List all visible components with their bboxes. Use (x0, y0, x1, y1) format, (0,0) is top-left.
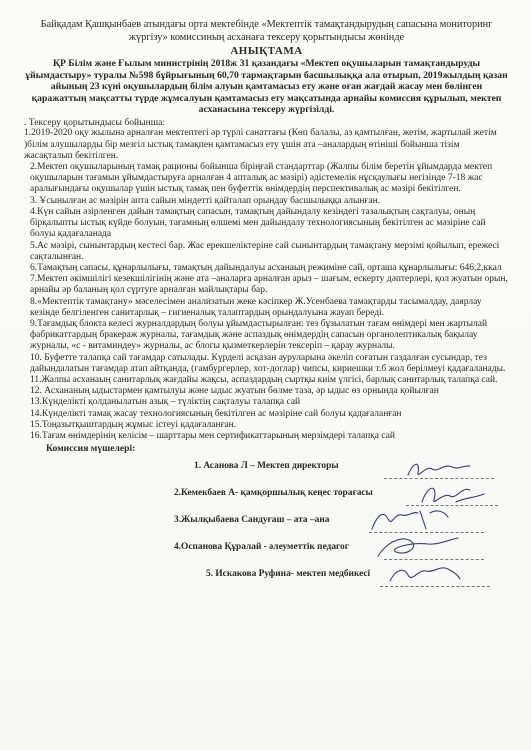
signature-icon (416, 482, 488, 508)
finding-item: 14.Күнделікті тамақ жасау технологиясының бекітілген ас мәзіріне сай болуы қадағаланған (30, 408, 402, 419)
signature-icon (364, 507, 454, 535)
intro-text: Байқадам Қашқынбаев атындағы орта мектебінде «Мектептік тамақтандырудың сапасына мониторинг жүргізу» комиссиның асханаға тексеру қорытындысы жөнінде (40, 19, 493, 43)
finding-item: 10. Буфетте талапқа сай тағамдар сатылады. Күрделі асқазан ауруларына әкеліп соғатын газдалған сусындар, тез дайындалатын тағамдар атап айтқанда, (гамбургерлер, хот-доглар) чипсы, кириешки т.б жол берілмеуі қадағаланады. (30, 352, 506, 374)
member-row (24, 455, 509, 482)
finding-item: 15.Тоңазытқыштардың жұмыс істеуі қадағаланған. (30, 419, 237, 430)
findings-list (24, 128, 509, 442)
commission-members (24, 455, 509, 590)
document-heading: ҚР Білім және Ғылым министрінің 2018ж 31 қазандағы «Мектеп оқушыларын тамақтандыруды ұйымдастыру» туралы №598 бұйрығының 60,70 тармақтарын басшылыққа ала отырып, 2019жылдың қазан айының 23 күні оқушылардың білім алуын қамтамасыз ету және оған жағдай жасау мен бөлінген қаражаттың мақсатты түрде жұмсалуын қамтамасыз ету мақсатында арнайы комиссия құрылып, мектеп асханасына тексеру жүргізілді. (25, 58, 508, 116)
member-row (24, 563, 509, 590)
member-name: 2.Кемекбаев А- қамқоршылық кеңес торағасы (174, 488, 373, 499)
member-name: 1. Асанова Л – Мектеп директоры (194, 461, 339, 472)
signature-icon (404, 457, 474, 481)
finding-item: 1.2019-2020 оқу жылына арналған мектептегі әр түрлі санаттағы (Көп балалы, аз қамтылған, жетім, жартылай жетім )білім алушыларды бір мезгіл ыстық тамақпен қамтамасыз ету үшін ата –аналардың өтініші бойынша тізім жасақталып бекітілген. (24, 128, 497, 161)
finding-item: 12. Асхананың ыдыстармен қамтылуы және ыдыс жуатын бөлме таза, әр ыдыс өз орнында қойылған (30, 386, 439, 397)
finding-item: 11.Жалпы асханаың санитарлық жағдайы жақсы, аспаздардың сыртқы киім үлгісі, барлық санитарлық талапқа сай. (30, 374, 498, 385)
finding-item: 2.Мектеп оқушыларының тамақ рационы бойынша біріңғай стандарттар (Жалпы білім беретін ұйымдарда мектеп оқушыларын тағамын ұйымдастыруға арналған 4 апталық ас мәзірі) әдістемелік нұсқаулығы негізінде 7-18 жас аралығындағы оқушылар үшін ыстық тамақ пен буфеттік өнімдердің перспективалық ас мәзірі бекітілген. (30, 162, 493, 195)
finding-item: 4.Күн сайын әзірленген дайын тамақтың сапасын, тамақтың дайындалу кезіндегі тазалықтың сақталуы, оның бірқалыпты ыстық күйде болуын, тағамның өлшемі мен дайындалу технологиясының бекітілген ас мәзіріне сай болуы қадағаланада (30, 206, 486, 240)
member-name: 5. Искакова Руфина- мектеп медбикесі (206, 569, 371, 580)
finding-item: 6.Тамақтың сапасы, құнарлылығы, тамақтың дайындалуы асханаың режиміне сай, орташа құнарлылығы: 646,2,ккал (30, 262, 502, 273)
member-name: 3.Жылқыбаева Сандуғаш – ата –ана (174, 515, 330, 526)
finding-item: 7.Мектеп әкімшілігі кезекшілігінің және ата –аналарға арналған арыз – шағым, ескерту дәптерлері, қол жуатын орын, арнайы әр баланың қол сүртуге арналған майлықтары бар. (30, 274, 508, 296)
member-row (24, 536, 509, 563)
finding-item: 8.«Мектептік тамақтану» мәселесімен анализатын жеке кәсіпкер Ж.Усенбаева тамақтарды тасымалдау, даярлау кезінде белгіленген санитарлық – гигиеналық талаптардың орындалуына жауап береді. (30, 296, 482, 318)
member-row (24, 482, 509, 509)
finding-item: 5.Ас мәзірі, сынынтардың кестесі бар. Жас ерекшеліктеріне сай сынынтардың тамақтану мерзімі қойылып, ережесі сақталынған. (30, 240, 500, 262)
document-title: АНЫҚТАМА (230, 45, 303, 57)
member-name: 4.Оспанова Құралай - әлеуметтік педагог (174, 542, 350, 553)
finding-item: 3. Ұсынылған ас мәзірін апта сайын міндетті қайталап орындау басшылыққа алынған. (30, 195, 381, 206)
signature-icon (384, 561, 464, 589)
results-label: . Тексеру қорытындысы бойынша: (24, 116, 166, 128)
finding-item: 16.Тағам өнімдерінің келісім – шарттары мен сертификаттарының мерзімдері талапқа сай (30, 430, 396, 441)
signature-icon (372, 532, 464, 562)
finding-item: 9.Тағамдық блокта келесі журналдардың болуы ұйымдастырылған: тез бұзылатын тағам өнімдері мен жартылай фабрикаттардың бракераж журналы, тағамдық және аспаздық өнімдердің сапасын органолептикалық бақылау журналы, «с - витаминдеу» журналы, ас блогы қызметкерлерін тексеріп – қарау журналы. (30, 318, 488, 352)
finding-item: 13.Күнделікті қолданылатын азық – түліктің сақталуы талапқа сай (30, 397, 301, 408)
commission-label: Комиссия мүшелері: (46, 443, 136, 455)
